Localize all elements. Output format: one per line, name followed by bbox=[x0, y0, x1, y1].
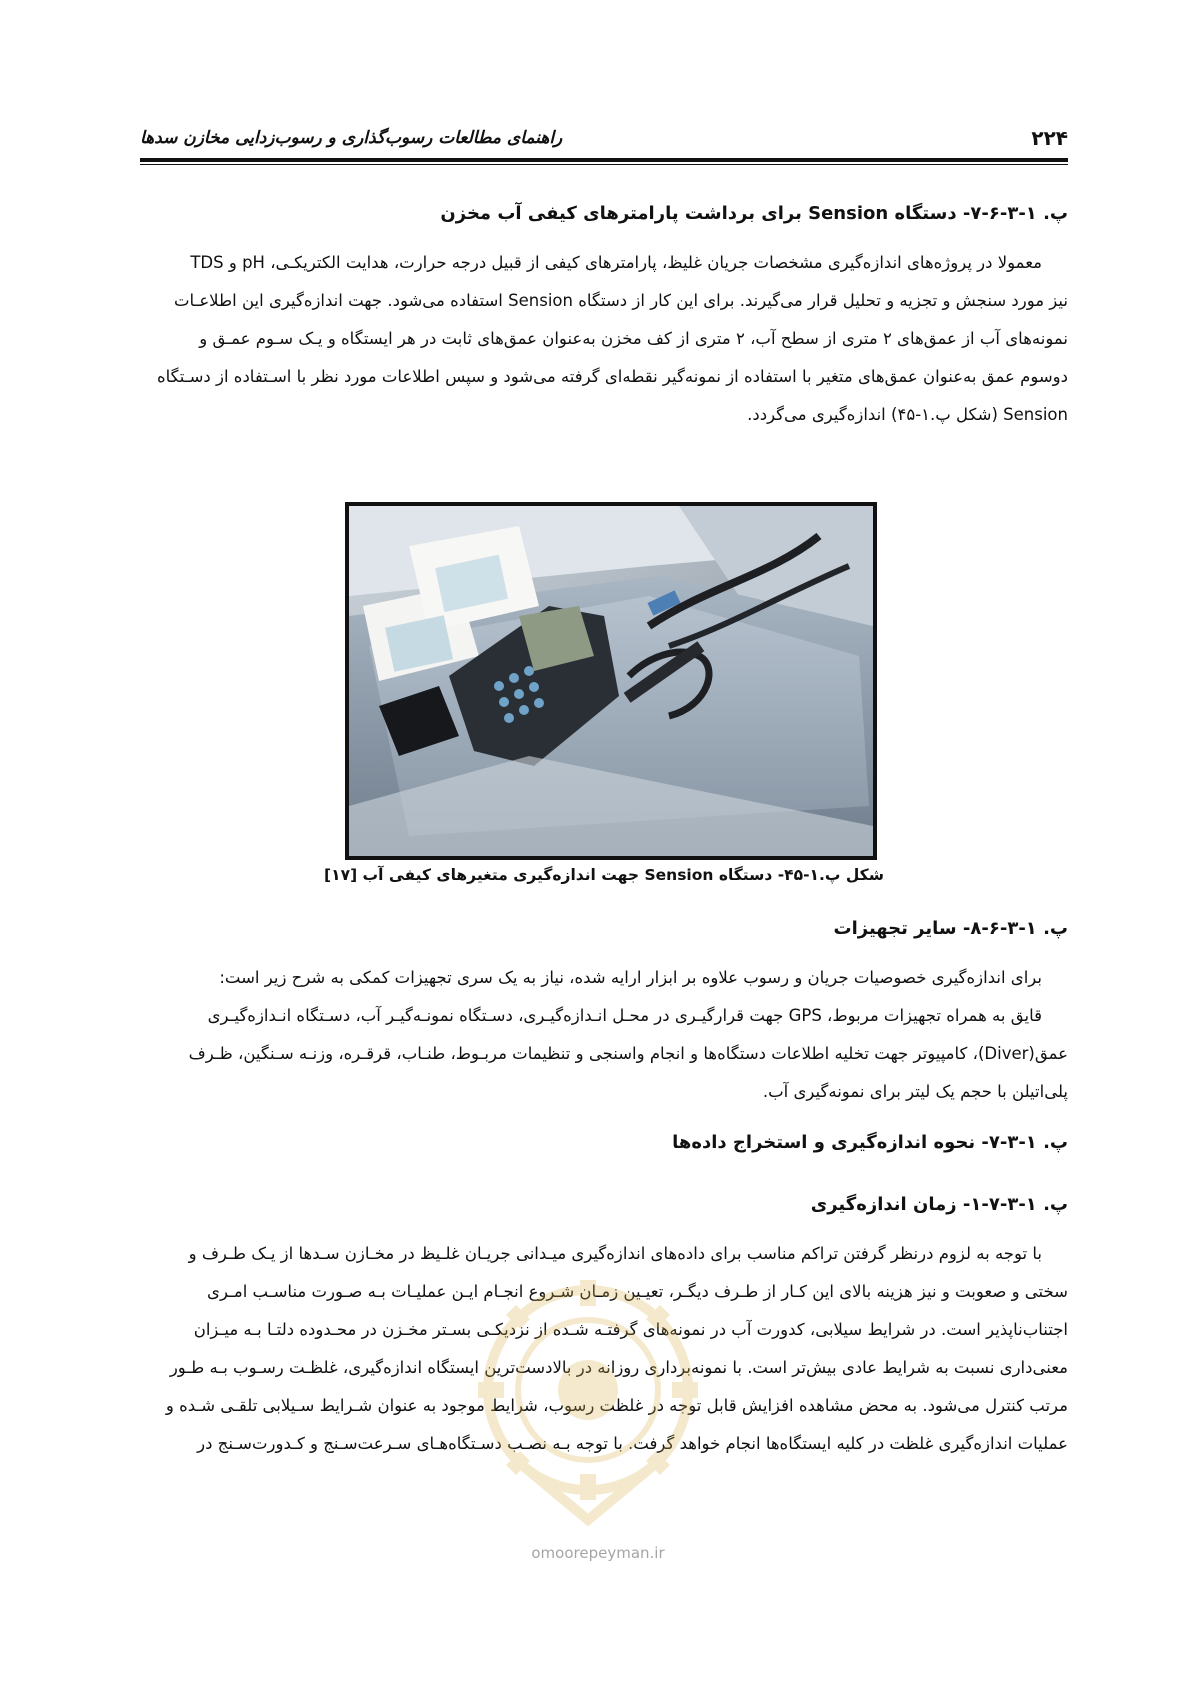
text-line: مرتب کنترل می‌شود. به محض مشاهده افزایش قابل توجه در غلظت رسوب، شرایط موجود به عنوان شـرایط سـیلابی تلقـی شـده و bbox=[165, 1396, 1068, 1415]
section-heading-measurement-method: پ. ۱-۳-۷- نحوه اندازه‌گیری و استخراج داده‌ها bbox=[672, 1132, 1068, 1153]
text-line: معمولا در پروژه‌های اندازه‌گیری مشخصات جریان غلیظ، پارامترهای کیفی از قبیل درجه حرارت، هدایت الکتریکـی، pH و TDS bbox=[190, 253, 1042, 272]
text-line: Sension (شکل پ.۱-۴۵) اندازه‌گیری می‌گردد. bbox=[747, 405, 1068, 424]
photo-illustration bbox=[349, 506, 873, 856]
text-line: برای اندازه‌گیری خصوصیات جریان و رسوب علاوه بر ابزار ارایه شده، نیاز به یک سری تجهیزات کمکی به شرح زیر است: bbox=[219, 968, 1042, 987]
emblem-icon bbox=[468, 1270, 708, 1530]
header-rule-thin bbox=[140, 164, 1068, 165]
text-line: با توجه به لزوم درنظر گرفتن تراکم مناسب برای داده‌های اندازه‌گیری میـدانی جریـان غلـیظ در مخـازن سـدها از یـک طـرف و bbox=[188, 1244, 1042, 1263]
sension-device-photo bbox=[345, 502, 877, 860]
running-header bbox=[140, 126, 1068, 156]
figure-caption: شکل پ.۱-۴۵- دستگاه Sension جهت اندازه‌گیری متغیرهای کیفی آب [۱۷] bbox=[324, 866, 884, 884]
watermark-url: omoorepeyman.ir bbox=[531, 1544, 665, 1562]
text-line: دوسوم عمق به‌عنوان عمق‌های متغیر با استفاده از نمونه‌گیر نقطه‌ای گرفته می‌شود و سپس اطلاعات مورد نظر با اسـتفاده از دسـتگاه bbox=[156, 367, 1068, 386]
paragraph-other-equipment bbox=[140, 959, 1068, 1111]
text-line: نمونه‌های آب از عمق‌های ۲ متری از سطح آب، ۲ متری از کف مخزن به‌عنوان عمق‌های ثابت در هر ایستگاه و یـک سـوم عمـق و bbox=[199, 329, 1068, 348]
section-heading-sension: پ. ۱-۳-۶-۷- دستگاه Sension برای برداشت پارامترهای کیفی آب مخزن bbox=[440, 203, 1068, 224]
text-line: سختی و صعوبت و نیز هزینه بالای این کـار از طـرف دیگـر، تعیـین زمـان شـروع انجـام ایـن عملیـات بـه صـورت مناسـب امـری bbox=[207, 1282, 1068, 1301]
section-heading-other-equipment: پ. ۱-۳-۶-۸- سایر تجهیزات bbox=[833, 918, 1068, 939]
header-rule-thick bbox=[140, 158, 1068, 162]
text-line: عملیات اندازه‌گیری غلظت در کلیه ایستگاه‌ها انجام خواهد گرفت. با توجه بـه نصـب دسـتگاه‌هـای سـرعت‌سـنج و کـدورت‌سـنج در bbox=[197, 1434, 1068, 1453]
paragraph-sension bbox=[140, 244, 1068, 434]
text-line: معنی‌داری نسبت به شرایط عادی بیش‌تر است. با نمونه‌برداری روزانه در بالادست‌ترین ایستگاه اندازه‌گیری، غلظـت رسـوب بـه طـور bbox=[169, 1358, 1068, 1377]
text-line: پلی‌اتیلن با حجم یک لیتر برای نمونه‌گیری آب. bbox=[762, 1082, 1068, 1101]
text-line: اجتناب‌ناپذیر است. در شرایط سیلابی، کدورت آب در نمونه‌های گرفتـه شـده از نزدیکـی بسـتر مخـزن در محـدوده دلتـا بـه میـزان bbox=[193, 1320, 1068, 1339]
book-title: راهنمای مطالعات رسوب‌گذاری و رسوب‌زدایی مخازن سدها bbox=[140, 128, 563, 148]
text-line: قایق به همراه تجهیزات مربوط، GPS جهت قرارگیـری در محـل انـدازه‌گیـری، دسـتگاه نمونـه‌گیـر آب، دسـتگاه انـدازه‌گیـری bbox=[207, 1006, 1042, 1025]
page-number: ۲۲۴ bbox=[1031, 126, 1068, 150]
text-line: نیز مورد سنجش و تجزیه و تحلیل قرار می‌گیرند. برای این کار از دستگاه Sension استفاده می‌شود. جهت اندازه‌گیری این اطلاعـات bbox=[173, 291, 1068, 310]
section-heading-measurement-time: پ. ۱-۳-۷-۱- زمان اندازه‌گیری bbox=[810, 1194, 1068, 1215]
text-line: عمق(Diver)، کامپیوتر جهت تخلیه اطلاعات دستگاه‌ها و انجام واسنجی و تنظیمات مربـوط، طنـاب، قرقـره، وزنـه سـنگین، ظـرف bbox=[188, 1044, 1068, 1063]
